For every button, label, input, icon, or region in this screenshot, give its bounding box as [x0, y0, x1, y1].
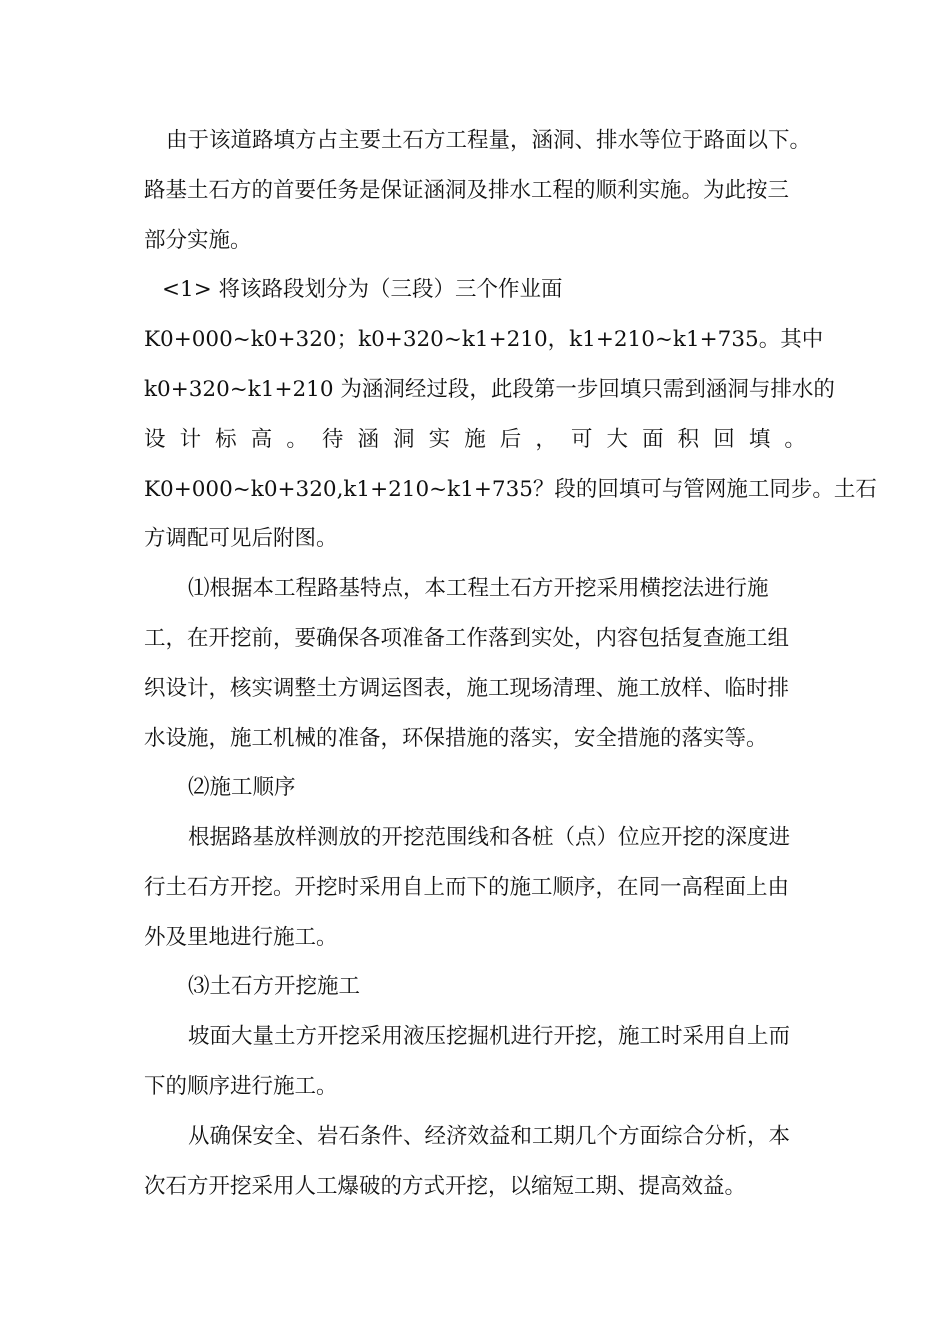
item-3-heading: ⑶土石方开挖施工 — [188, 974, 361, 999]
word-qi: 其 — [780, 327, 802, 352]
char: 回 — [713, 427, 735, 452]
backfill-sync-line: K0+000~k0+320,k1+210~k1+735？段的回填可与管网施工同步。土石 — [144, 477, 877, 502]
char: 。 — [784, 427, 806, 452]
char: 。 — [286, 427, 308, 452]
char: 可 — [570, 427, 593, 452]
char: ， — [535, 427, 557, 452]
item-1-line-4: 水设施，施工机械的准备，环保措施的落实，安全措施的落实等。 — [144, 726, 768, 751]
segment-range-2: k0+320~k1+210 — [358, 327, 548, 352]
char: 后 — [499, 427, 522, 452]
paragraph-1-line-2: 路基土石方的首要任务是保证涵洞及排水工程的顺利实施。为此按三 — [144, 178, 790, 203]
word-zhong: 中 — [801, 327, 824, 352]
punctuation-semicolon: ； — [336, 327, 359, 352]
earthwork-allocation-line: 方调配可见后附图。 — [144, 526, 338, 551]
item-2-line-1: 根据路基放样测放的开挖范围线和各桩（点）位应开挖的深度进 — [188, 825, 791, 850]
item-1-line-3: 织设计，核实调整土方调运图表，施工现场清理、施工放样、临时排 — [144, 676, 790, 701]
char: 积 — [677, 427, 700, 452]
culvert-section-line: k0+320~k1+210 为涵洞经过段，此段第一步回填只需到涵洞与排水的 — [144, 377, 835, 402]
segment-range-3: k1+210~k1+735 — [569, 327, 759, 352]
item-1-line-2: 工，在开挖前，要确保各项准备工作落到实处，内容包括复查施工组 — [144, 626, 790, 651]
segment-ranges-line — [144, 323, 824, 357]
char: 计 — [179, 427, 202, 452]
char: 高 — [250, 427, 273, 452]
char: 面 — [642, 427, 664, 452]
segment-range-1: K0+000~k0+320 — [144, 327, 337, 352]
item-3-line-2: 下的顺序进行施工。 — [144, 1074, 338, 1099]
char: 涵 — [357, 427, 379, 452]
char: 标 — [215, 427, 237, 452]
char: 设 — [144, 427, 166, 452]
blasting-line-1: 从确保安全、岩石条件、经济效益和工期几个方面综合分析，本 — [188, 1124, 791, 1149]
char: 大 — [606, 427, 629, 452]
item-1-line-1: ⑴根据本工程路基特点，本工程土石方开挖采用横挖法进行施 — [188, 576, 769, 601]
item-2-heading: ⑵施工顺序 — [188, 775, 296, 800]
punctuation-comma: ， — [547, 327, 570, 352]
char: 洞 — [393, 427, 415, 452]
section-1-heading: <1> 将该路段划分为（三段）三个作业面 — [162, 277, 563, 302]
item-3-line-1: 坡面大量土方开挖采用液压挖掘机进行开挖，施工时采用自上而 — [188, 1024, 791, 1049]
blasting-line-2: 次石方开挖采用人工爆破的方式开挖，以缩短工期、提高效益。 — [144, 1174, 747, 1199]
item-2-line-3: 外及里地进行施工。 — [144, 925, 338, 950]
char: 填 — [748, 427, 771, 452]
char: 实 — [428, 427, 451, 452]
design-elevation-line — [144, 423, 806, 457]
char: 施 — [464, 427, 486, 452]
paragraph-1-line-1: 由于该道路填方占主要土石方工程量，涵洞、排水等位于路面以下。 — [166, 128, 812, 153]
char: 待 — [321, 427, 344, 452]
punctuation-period: 。 — [758, 327, 781, 352]
paragraph-1-line-3: 部分实施。 — [144, 228, 252, 253]
item-2-line-2: 行土石方开挖。开挖时采用自上而下的施工顺序，在同一高程面上由 — [144, 875, 790, 900]
